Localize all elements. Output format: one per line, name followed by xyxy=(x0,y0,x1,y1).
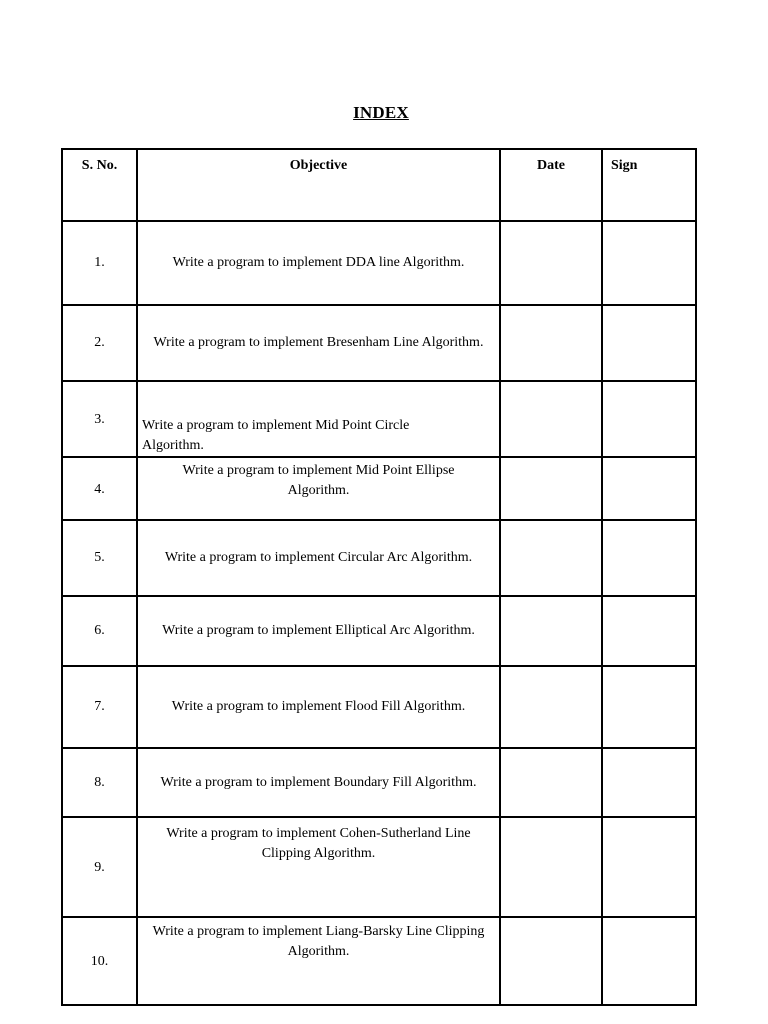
date-cell xyxy=(500,381,602,457)
objective-cell: Write a program to implement Cohen-Sutherland Line Clipping Algorithm. xyxy=(137,817,500,917)
serial-number-cell: 9. xyxy=(62,817,137,917)
column-header-sno: S. No. xyxy=(62,149,137,221)
sign-cell xyxy=(602,221,696,305)
date-cell xyxy=(500,817,602,917)
serial-number-cell: 3. xyxy=(62,381,137,457)
index-table xyxy=(61,148,697,1006)
serial-number-cell: 2. xyxy=(62,305,137,381)
sign-cell xyxy=(602,917,696,1005)
date-cell xyxy=(500,305,602,381)
objective-cell: Write a program to implement Mid Point Circle Algorithm. xyxy=(137,381,500,457)
date-cell xyxy=(500,457,602,520)
date-cell xyxy=(500,917,602,1005)
serial-number-cell: 4. xyxy=(62,457,137,520)
sign-cell xyxy=(602,748,696,817)
objective-cell: Write a program to implement Elliptical Arc Algorithm. xyxy=(137,596,500,666)
table-row xyxy=(62,666,696,748)
serial-number-cell: 1. xyxy=(62,221,137,305)
table-row xyxy=(62,221,696,305)
column-header-date: Date xyxy=(500,149,602,221)
table-row xyxy=(62,457,696,520)
date-cell xyxy=(500,666,602,748)
date-cell xyxy=(500,221,602,305)
objective-cell: Write a program to implement DDA line Algorithm. xyxy=(137,221,500,305)
table-row xyxy=(62,520,696,596)
page-title: INDEX xyxy=(353,103,409,122)
date-cell xyxy=(500,520,602,596)
table-row xyxy=(62,748,696,817)
table-row xyxy=(62,305,696,381)
sign-cell xyxy=(602,457,696,520)
date-cell xyxy=(500,748,602,817)
table-row xyxy=(62,917,696,1005)
table-row xyxy=(62,596,696,666)
serial-number-cell: 7. xyxy=(62,666,137,748)
sign-cell xyxy=(602,520,696,596)
table-row xyxy=(62,381,696,457)
sign-cell xyxy=(602,666,696,748)
table-header-row xyxy=(62,149,696,221)
objective-cell: Write a program to implement Circular Arc Algorithm. xyxy=(137,520,500,596)
sign-cell xyxy=(602,305,696,381)
serial-number-cell: 5. xyxy=(62,520,137,596)
serial-number-cell: 8. xyxy=(62,748,137,817)
objective-cell: Write a program to implement Bresenham Line Algorithm. xyxy=(137,305,500,381)
objective-cell: Write a program to implement Mid Point Ellipse Algorithm. xyxy=(137,457,500,520)
table-row xyxy=(62,817,696,917)
sign-cell xyxy=(602,381,696,457)
sign-cell xyxy=(602,596,696,666)
serial-number-cell: 6. xyxy=(62,596,137,666)
column-header-sign: Sign xyxy=(602,149,696,221)
date-cell xyxy=(500,596,602,666)
column-header-objective: Objective xyxy=(137,149,500,221)
sign-cell xyxy=(602,817,696,917)
objective-cell: Write a program to implement Boundary Fill Algorithm. xyxy=(137,748,500,817)
serial-number-cell: 10. xyxy=(62,917,137,1005)
objective-cell: Write a program to implement Flood Fill Algorithm. xyxy=(137,666,500,748)
objective-cell: Write a program to implement Liang-Barsky Line Clipping Algorithm. xyxy=(137,917,500,1005)
